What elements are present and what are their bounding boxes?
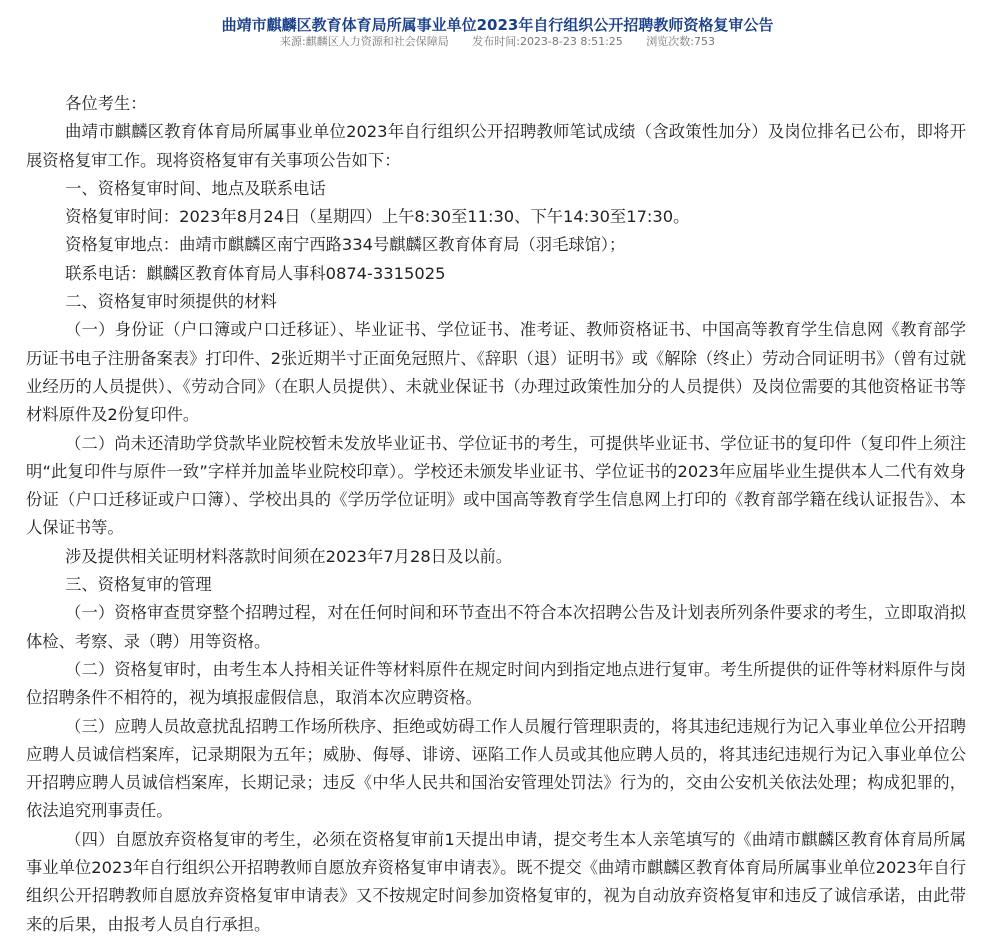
meta-view-count: 浏览次数:753 — [646, 35, 715, 48]
section-heading-1: 一、资格复审时间、地点及联系电话 — [65, 178, 326, 198]
paragraph-review-time: 资格复审时间：2023年8月24日（星期四）上午8:30至11:30、下午14:30至17:30。 — [65, 207, 690, 227]
paragraph-date-requirement: 涉及提供相关证明材料落款时间须在2023年7月28日及以前。 — [65, 546, 513, 566]
paragraph-materials-2: （二）尚未还清助学贷款毕业院校暂未发放毕业证书、学位证书的考生，可提供毕业证书、学位证书的复印件（复印件上须注明“此复印件与原件一致”字样并加盖毕业院校印章）。学校还未颁发毕业证书、学位证书的2023年应届毕业生提供本人二代有效身份证（户口迁移证或户口簿）、学校出具的《学历学位证明》或中国高等教育学生信息网上打印的《教育部学籍在线认证报告》、本人保证书等。 — [26, 433, 966, 538]
paragraph-management-1: （一）资格审查贯穿整个招聘过程，对在任何时间和环节查出不符合本次招聘公告及计划表所列条件要求的考生，立即取消拟体检、考察、录（聘）用等资格。 — [26, 603, 966, 651]
paragraph-management-4: （四）自愿放弃资格复审的考生，必须在资格复审前1天提出申请，提交考生本人亲笔填写的《曲靖市麒麟区教育体育局所属事业单位2023年自行组织公开招聘教师自愿放弃资格复审申请表》。既不提交《曲靖市麒麟区教育体育局所属事业单位2023年自行组织公开招聘教师自愿放弃资格复审申请表》又不按规定时间参加资格复审的，视为自动放弃资格复审和违反了诚信承诺，由此带来的后果，由报考人员自行承担。 — [26, 829, 966, 934]
article-body — [26, 90, 966, 939]
section-heading-3: 三、资格复审的管理 — [65, 575, 212, 595]
section-heading-2: 二、资格复审时须提供的材料 — [65, 292, 277, 312]
paragraph-contact-phone: 联系电话：麒麟区教育体育局人事科0874-3315025 — [65, 263, 446, 283]
paragraph-intro: 曲靖市麒麟区教育体育局所属事业单位2023年自行组织公开招聘教师笔试成绩（含政策性加分）及岗位排名已公布，即将开展资格复审工作。现将资格复审有关事项公告如下： — [26, 122, 966, 170]
meta-source: 来源:麒麟区人力资源和社会保障局 — [280, 35, 449, 48]
article-meta — [0, 34, 995, 50]
paragraph-management-2: （二）资格复审时，由考生本人持相关证件等材料原件在规定时间内到指定地点进行复审。考生所提供的证件等材料原件与岗位招聘条件不相符的，视为填报虚假信息，取消本次应聘资格。 — [26, 659, 966, 708]
paragraph-review-location: 资格复审地点：曲靖市麒麟区南宁西路334号麒麟区教育体育局（羽毛球馆）； — [65, 235, 626, 255]
paragraph-materials-1: （一）身份证（户口簿或户口迁移证）、毕业证书、学位证书、准考证、教师资格证书、中国高等教育学生信息网《教育部学历证书电子注册备案表》打印件、2张近期半寸正面免冠照片、《辞职（退）证明书》或《解除（终止）劳动合同证明书》（曾有过就业经历的人员提供）、《劳动合同》（在职人员提供）、未就业保证书（办理过政策性加分的人员提供）及岗位需要的其他资格证书等材料原件及2份复印件。 — [26, 320, 966, 425]
meta-published-time: 发布时间:2023-8-23 8:51:25 — [472, 35, 623, 48]
article-title: 曲靖市麒麟区教育体育局所属事业单位2023年自行组织公开招聘教师资格复审公告 — [221, 16, 774, 35]
paragraph-management-3: （三）应聘人员故意扰乱招聘工作场所秩序、拒绝或妨碍工作人员履行管理职责的，将其违纪违规行为记入事业单位公开招聘应聘人员诚信档案库，记录期限为五年；威胁、侮辱、诽谤、诬陷工作人员或其他应聘人员的，将其违纪违规行为记入事业单位公开招聘应聘人员诚信档案库，长期记录；违反《中华人民共和国治安管理处罚法》行为的，交由公安机关依法处理；构成犯罪的，依法追究刑事责任。 — [26, 716, 966, 821]
paragraph-greeting: 各位考生： — [65, 94, 147, 113]
